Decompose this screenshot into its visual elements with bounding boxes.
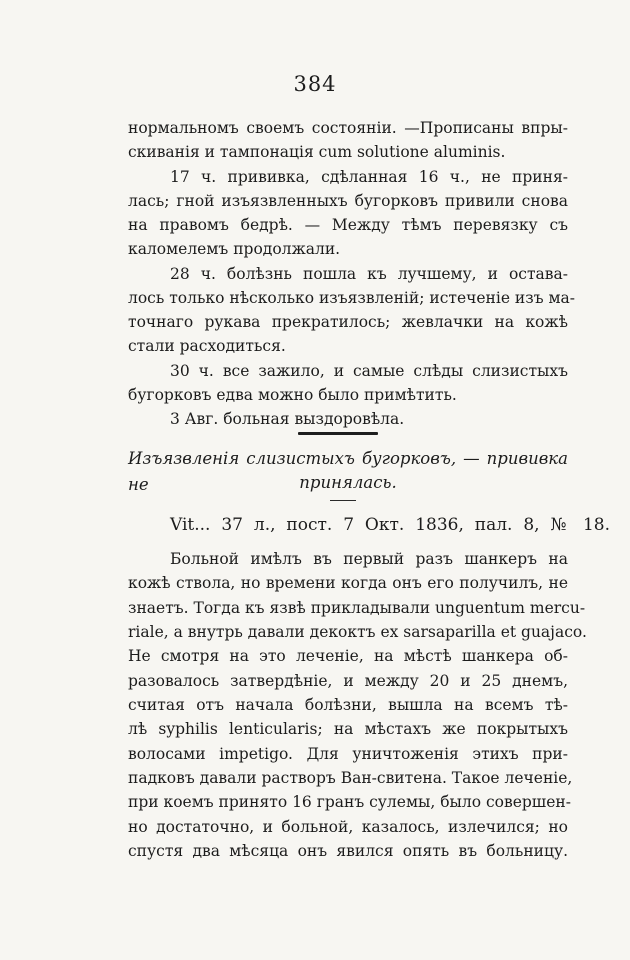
text-line: стали расходиться. <box>128 337 286 355</box>
text-line: при коемъ принято 16 гранъ сулемы, было совершен- <box>128 793 571 811</box>
text-line: каломелемъ продолжали. <box>128 240 341 258</box>
text-line: лѣ syphilis lenticularis; на мѣстахъ же покрытыхъ <box>128 720 568 738</box>
text-line: спустя два мѣсяца онъ явился опять въ больницу. <box>128 842 568 860</box>
text-line: скиванія и тампонація cum solutione aluminis. <box>128 143 506 161</box>
text-line: точнаго рукава прекратилось; жевлачки на кожѣ <box>128 313 568 331</box>
text-line: 30 ч. все зажило, и самые слѣды слизистыхъ <box>170 362 568 380</box>
text-line: 3 Авг. больная выздоровѣла. <box>170 410 405 428</box>
text-line: лось только нѣсколько изъязвленій; истеченіе изъ ма- <box>128 289 576 307</box>
text-line: знаетъ. Тогда къ язвѣ прикладывали unguentum mercu- <box>128 599 586 617</box>
text-line: падковъ давали растворъ Ван-свитена. Такое леченіе, <box>128 769 573 787</box>
text-line: считая отъ начала болѣзни, вышла на всемъ тѣ- <box>128 696 568 714</box>
section-divider <box>298 432 378 435</box>
case-header: Vit... 37 л., пост. 7 Окт. 1836, пал. 8, № 18. <box>170 515 610 535</box>
text-line: разовалось затвердѣніе, и между 20 и 25 днемъ, <box>128 672 568 690</box>
text-line: нормальномъ своемъ состояніи. —Прописаны впры- <box>128 119 568 137</box>
text-line: riale, а внутрь давали декоктъ ex sarsaparilla et guajaco. <box>128 623 587 641</box>
text-line: 17 ч. прививка, сдѣланная 16 ч., не приня- <box>170 168 568 186</box>
section-heading-line: Изъязвленія слизистыхъ бугорковъ, — прививка не <box>128 449 568 494</box>
text-line: 28 ч. болѣзнь пошла къ лучшему, и остава- <box>170 265 568 283</box>
text-line: кожѣ ствола, но времени когда онъ его получилъ, не <box>128 574 568 592</box>
heading-divider <box>330 500 356 501</box>
text-line: лась; гной изъязвленныхъ бугорковъ привили снова <box>128 192 568 210</box>
page-number: 384 <box>293 72 337 96</box>
text-line: Не смотря на это леченіе, на мѣстѣ шанкера об- <box>128 647 568 665</box>
text-line: но достаточно, и больной, казалось, излечился; но <box>128 818 568 836</box>
text-line: бугорковъ едва можно было примѣтить. <box>128 386 457 404</box>
text-line: Больной имѣлъ въ первый разъ шанкеръ на <box>170 550 568 568</box>
text-line: волосами impetigo. Для уничтоженія этихъ при- <box>128 745 568 763</box>
text-line: на правомъ бедрѣ. — Между тѣмъ перевязку съ <box>128 216 568 234</box>
section-heading-line: принялась. <box>299 473 397 492</box>
